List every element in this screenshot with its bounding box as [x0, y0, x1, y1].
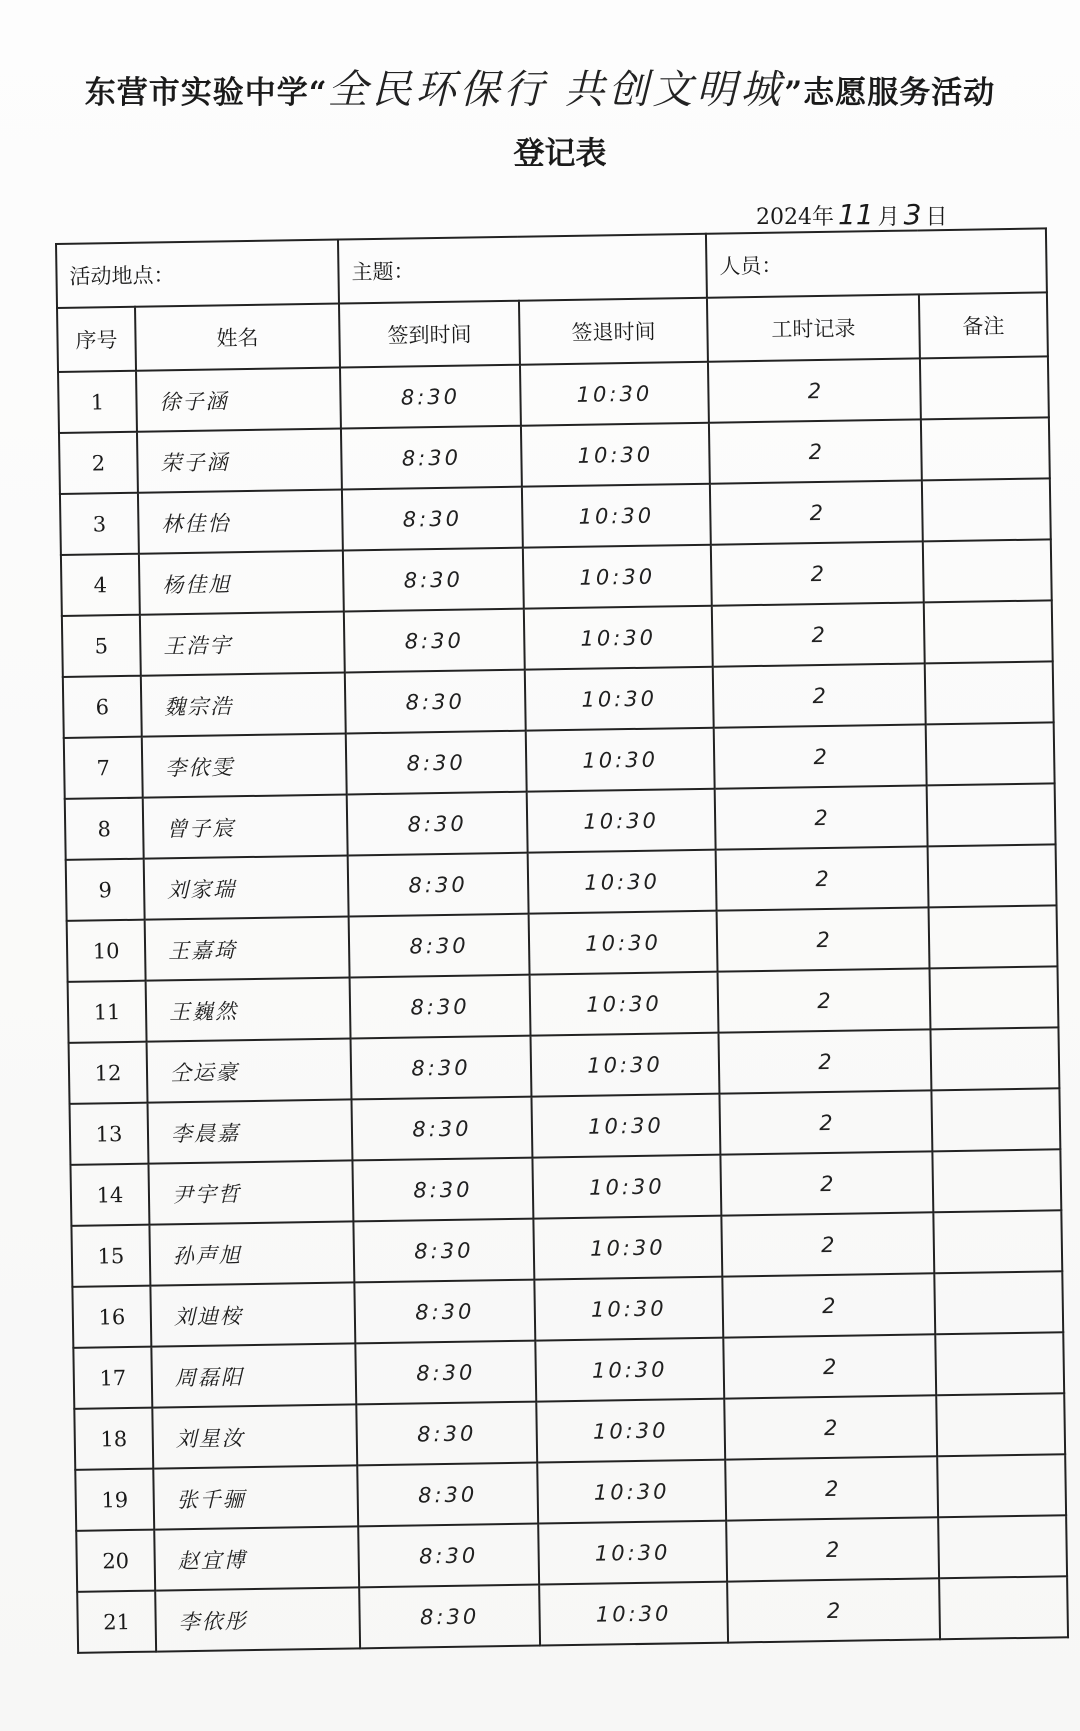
header-no: 序号: [57, 307, 136, 372]
note-cell: [933, 1210, 1062, 1273]
check-in-time: 8:30: [357, 1463, 538, 1527]
row-number: 12: [69, 1042, 148, 1104]
row-number: 4: [61, 554, 140, 616]
check-in-time: 8:30: [353, 1219, 534, 1283]
hours-record: 2: [712, 602, 925, 666]
check-out-time: 10:30: [527, 789, 716, 853]
volunteer-name: 周磊阳: [151, 1343, 356, 1407]
check-in-time: 8:30: [351, 1097, 532, 1161]
volunteer-name: 刘家瑞: [144, 855, 349, 919]
header-check-out: 签退时间: [519, 298, 708, 365]
volunteer-name: 仝运豪: [147, 1038, 352, 1102]
check-out-time: 10:30: [530, 972, 719, 1036]
hours-record: 2: [727, 1578, 940, 1642]
hours-record: 2: [725, 1456, 938, 1520]
volunteer-name: 孙声旭: [149, 1221, 354, 1285]
row-number: 11: [68, 981, 147, 1043]
hours-record: 2: [711, 541, 924, 605]
row-number: 5: [62, 615, 141, 677]
note-cell: [923, 539, 1052, 602]
row-number: 15: [71, 1225, 150, 1287]
check-out-time: 10:30: [523, 545, 712, 609]
hours-record: 2: [721, 1212, 934, 1276]
row-number: 18: [74, 1408, 153, 1470]
note-cell: [932, 1149, 1061, 1212]
check-out-time: 10:30: [529, 911, 718, 975]
row-number: 10: [67, 920, 146, 982]
row-number: 20: [76, 1530, 155, 1592]
title-prefix: 东营市实验中学“: [84, 75, 328, 111]
check-in-time: 8:30: [342, 487, 523, 551]
check-in-time: 8:30: [340, 365, 521, 429]
check-in-time: 8:30: [344, 609, 525, 673]
row-number: 13: [70, 1103, 149, 1165]
check-in-time: 8:30: [358, 1524, 539, 1588]
row-number: 17: [73, 1347, 152, 1409]
check-out-time: 10:30: [531, 1094, 720, 1158]
title-suffix: ”志愿服务活动: [784, 75, 996, 111]
check-out-time: 10:30: [539, 1582, 728, 1646]
check-out-time: 10:30: [534, 1277, 723, 1341]
row-number: 1: [58, 371, 137, 433]
hours-record: 2: [718, 968, 931, 1032]
volunteer-name: 刘迪桉: [150, 1282, 355, 1346]
check-in-time: 8:30: [346, 731, 527, 795]
hours-record: 2: [716, 846, 929, 910]
check-out-time: 10:30: [525, 667, 714, 731]
row-number: 19: [75, 1469, 154, 1531]
hours-record: 2: [719, 1090, 932, 1154]
check-in-time: 8:30: [352, 1158, 533, 1222]
registration-table: [55, 227, 1069, 1653]
date-day: 3: [903, 198, 922, 231]
note-cell: [935, 1332, 1064, 1395]
note-cell: [927, 783, 1056, 846]
note-cell: [929, 905, 1058, 968]
title-handwritten-theme: 全民环保行 共创文明城: [327, 67, 785, 113]
volunteer-name: 李依彤: [155, 1587, 360, 1651]
check-in-time: 8:30: [349, 914, 530, 978]
check-in-time: 8:30: [345, 670, 526, 734]
hours-record: 2: [713, 663, 926, 727]
hours-record: 2: [724, 1395, 937, 1459]
date-year: 2024: [756, 205, 812, 230]
date-year-label: 年: [812, 205, 835, 230]
date-month: 11: [838, 198, 874, 231]
volunteer-name: 刘星汝: [152, 1404, 357, 1468]
volunteer-name: 王浩宇: [140, 612, 345, 676]
check-in-time: 8:30: [354, 1280, 535, 1344]
check-in-time: 8:30: [359, 1585, 540, 1649]
document-date: [756, 198, 948, 231]
note-cell: [930, 1027, 1059, 1090]
check-out-time: 10:30: [526, 728, 715, 792]
note-cell: [925, 661, 1054, 724]
check-in-time: 8:30: [343, 548, 524, 612]
check-out-time: 10:30: [524, 606, 713, 670]
check-out-time: 10:30: [535, 1338, 724, 1402]
staff-label: 人员：: [706, 228, 1047, 297]
row-number: 3: [60, 493, 139, 555]
hours-record: 2: [723, 1334, 936, 1398]
check-out-time: 10:30: [536, 1399, 725, 1463]
note-cell: [924, 600, 1053, 663]
note-cell: [939, 1576, 1068, 1639]
check-out-time: 10:30: [532, 1155, 721, 1219]
volunteer-name: 尹宇哲: [148, 1160, 353, 1224]
note-cell: [937, 1454, 1066, 1517]
note-cell: [922, 478, 1051, 541]
hours-record: 2: [709, 419, 922, 483]
note-cell: [921, 417, 1050, 480]
volunteer-name: 赵宜博: [154, 1526, 359, 1590]
row-number: 6: [63, 676, 142, 738]
theme-label: 主题：: [338, 234, 707, 304]
volunteer-name: 杨佳旭: [139, 551, 344, 615]
row-number: 8: [65, 798, 144, 860]
row-number: 9: [66, 859, 145, 921]
hours-record: 2: [717, 907, 930, 971]
volunteer-name: 林佳怡: [138, 490, 343, 554]
header-name: 姓名: [135, 304, 340, 371]
volunteer-name: 王巍然: [146, 977, 351, 1041]
note-cell: [920, 356, 1049, 419]
document-title: [0, 58, 1080, 115]
volunteer-name: 张千骊: [153, 1465, 358, 1529]
check-in-time: 8:30: [355, 1341, 536, 1405]
row-number: 16: [72, 1286, 151, 1348]
hours-record: 2: [718, 1029, 931, 1093]
note-cell: [930, 966, 1059, 1029]
check-in-time: 8:30: [350, 975, 531, 1039]
check-out-time: 10:30: [538, 1521, 727, 1585]
row-number: 21: [77, 1591, 156, 1653]
hours-record: 2: [710, 480, 923, 544]
hours-record: 2: [722, 1273, 935, 1337]
note-cell: [928, 844, 1057, 907]
volunteer-name: 曾子宸: [143, 794, 348, 858]
note-cell: [934, 1271, 1063, 1334]
volunteer-name: 魏宗浩: [141, 673, 346, 737]
check-in-time: 8:30: [351, 1036, 532, 1100]
hours-record: 2: [708, 358, 921, 422]
check-out-time: 10:30: [533, 1216, 722, 1280]
check-out-time: 10:30: [520, 362, 709, 426]
note-cell: [936, 1393, 1065, 1456]
check-out-time: 10:30: [531, 1033, 720, 1097]
check-in-time: 8:30: [341, 426, 522, 490]
check-out-time: 10:30: [521, 423, 710, 487]
volunteer-name: 李依雯: [142, 733, 347, 797]
check-in-time: 8:30: [347, 792, 528, 856]
row-number: 14: [70, 1164, 149, 1226]
volunteer-name: 荣子涵: [137, 429, 342, 493]
row-number: 2: [59, 432, 138, 494]
date-month-label: 月: [877, 205, 900, 230]
note-cell: [931, 1088, 1060, 1151]
check-out-time: 10:30: [537, 1460, 726, 1524]
row-number: 7: [64, 737, 143, 799]
volunteer-name: 王嘉琦: [145, 916, 350, 980]
date-day-label: 日: [925, 205, 948, 230]
hours-record: 2: [720, 1151, 933, 1215]
check-out-time: 10:30: [528, 850, 717, 914]
location-label: 活动地点：: [56, 240, 339, 308]
check-out-time: 10:30: [522, 484, 711, 548]
note-cell: [926, 722, 1055, 785]
hours-record: 2: [714, 724, 927, 788]
header-check-in: 签到时间: [339, 301, 520, 368]
document-subtitle: 登记表: [513, 136, 607, 172]
hours-record: 2: [715, 785, 928, 849]
note-cell: [938, 1515, 1067, 1578]
volunteer-name: 徐子涵: [136, 368, 341, 432]
check-in-time: 8:30: [348, 853, 529, 917]
volunteer-name: 李晨嘉: [148, 1099, 353, 1163]
header-note: 备注: [919, 292, 1048, 358]
header-hours: 工时记录: [707, 294, 920, 361]
hours-record: 2: [726, 1517, 939, 1581]
check-in-time: 8:30: [356, 1402, 537, 1466]
